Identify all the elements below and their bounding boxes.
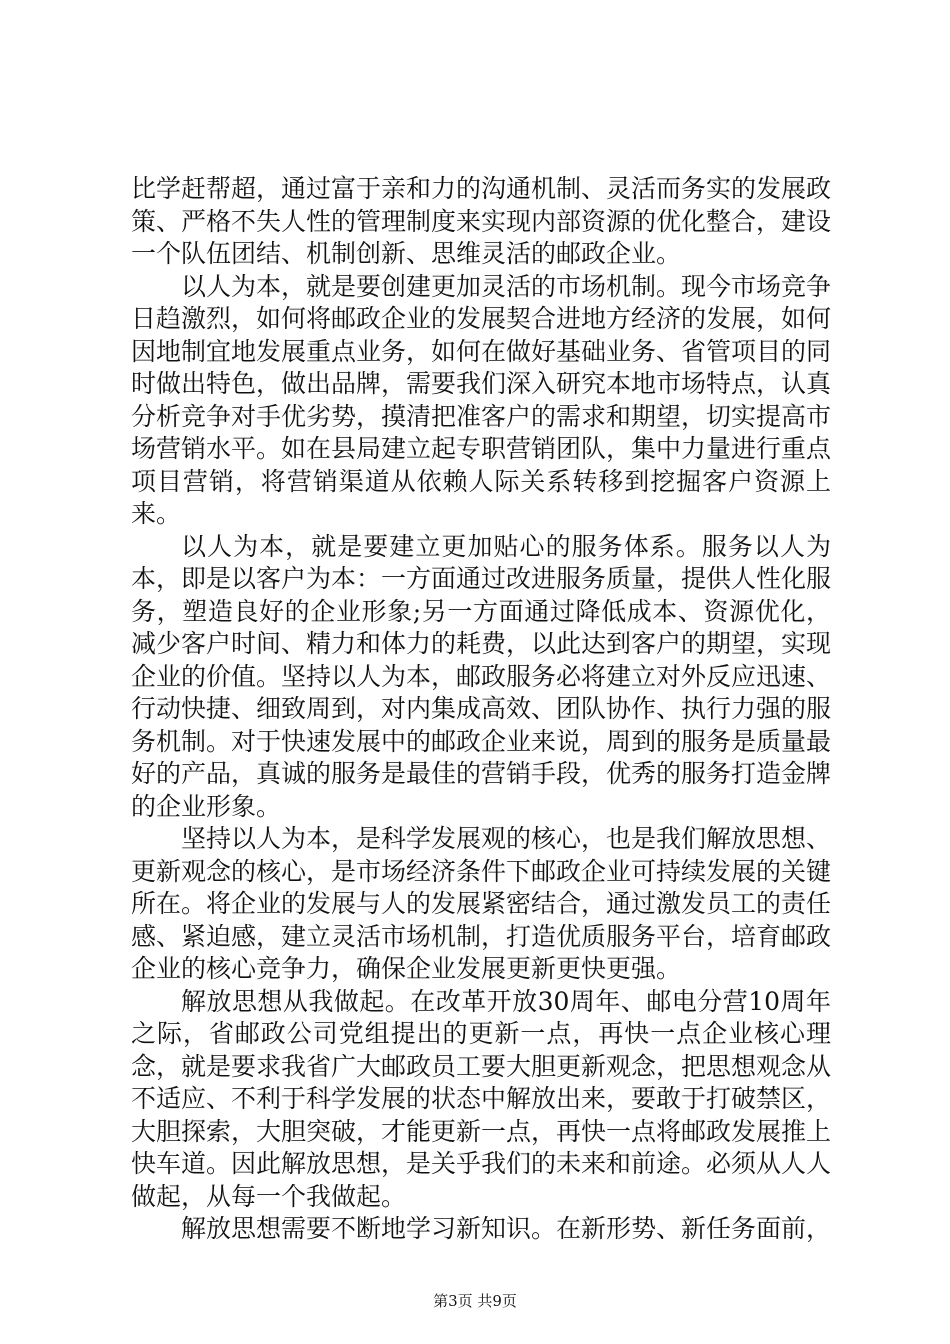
paragraph-4: 坚持以人为本，是科学发展观的核心，也是我们解放思想、更新观念的核心，是市场经济条件下邮政企业可持续发展的关键所在。将企业的发展与人的发展紧密结合，通过激发员工的责任感、紧迫感，建立灵活市场机制，打造优质服务平台，培育邮政企业的核心竞争力，确保企业发展更新更快更强。 [131,824,832,983]
paragraph-3: 以人为本，就是要建立更加贴心的服务体系。服务以人为本，即是以客户为本：一方面通过改进服务质量，提供人性化服务，塑造良好的企业形象;另一方面通过降低成本、资源优化，减少客户时间、精力和体力的耗费，以此达到客户的期望，实现企业的价值。坚持以人为本，邮政服务必将建立对外反应迅速、行动快捷、细致周到，对内集成高效、团队协作、执行力强的服务机制。对于快速发展中的邮政企业来说，周到的服务是质量最好的产品，真诚的服务是最佳的营销手段，优秀的服务打造金牌的企业形象。 [131,531,832,821]
document-body [131,173,831,1246]
paragraph-2: 以人为本，就是要创建更加灵活的市场机制。现今市场竞争日趋激烈，如何将邮政企业的发展契合进地方经济的发展，如何因地制宜地发展重点业务，如何在做好基础业务、省管项目的同时做出特色，做出品牌，需要我们深入研究本地市场特点，认真分析竞争对手优劣势，摸清把准客户的需求和期望，切实提高市场营销水平。如在县局建立起专职营销团队，集中力量进行重点项目营销，将营销渠道从依赖人际关系转移到挖掘客户资源上来。 [131,271,832,528]
page-number-footer: 第3页 共9页 [433,1292,517,1310]
paragraph-1: 比学赶帮超，通过富于亲和力的沟通机制、灵活而务实的发展政策、严格不失人性的管理制度来实现内部资源的优化整合，建设一个队伍团结、机制创新、思维灵活的邮政企业。 [131,174,832,268]
paragraph-5: 解放思想从我做起。在改革开放30周年、邮电分营10周年之际，省邮政公司党组提出的更新一点，再快一点企业核心理念，就是要求我省广大邮政员工要大胆更新观念，把思想观念从不适应、不利于科学发展的状态中解放出来，要敢于打破禁区，大胆探索，大胆突破，才能更新一点，再快一点将邮政发展推上快车道。因此解放思想，是关乎我们的未来和前途。必须从人人做起，从每一个我做起。 [131,986,832,1211]
paragraph-6: 解放思想需要不断地学习新知识。在新形势、新任务面前， [181,1214,832,1243]
